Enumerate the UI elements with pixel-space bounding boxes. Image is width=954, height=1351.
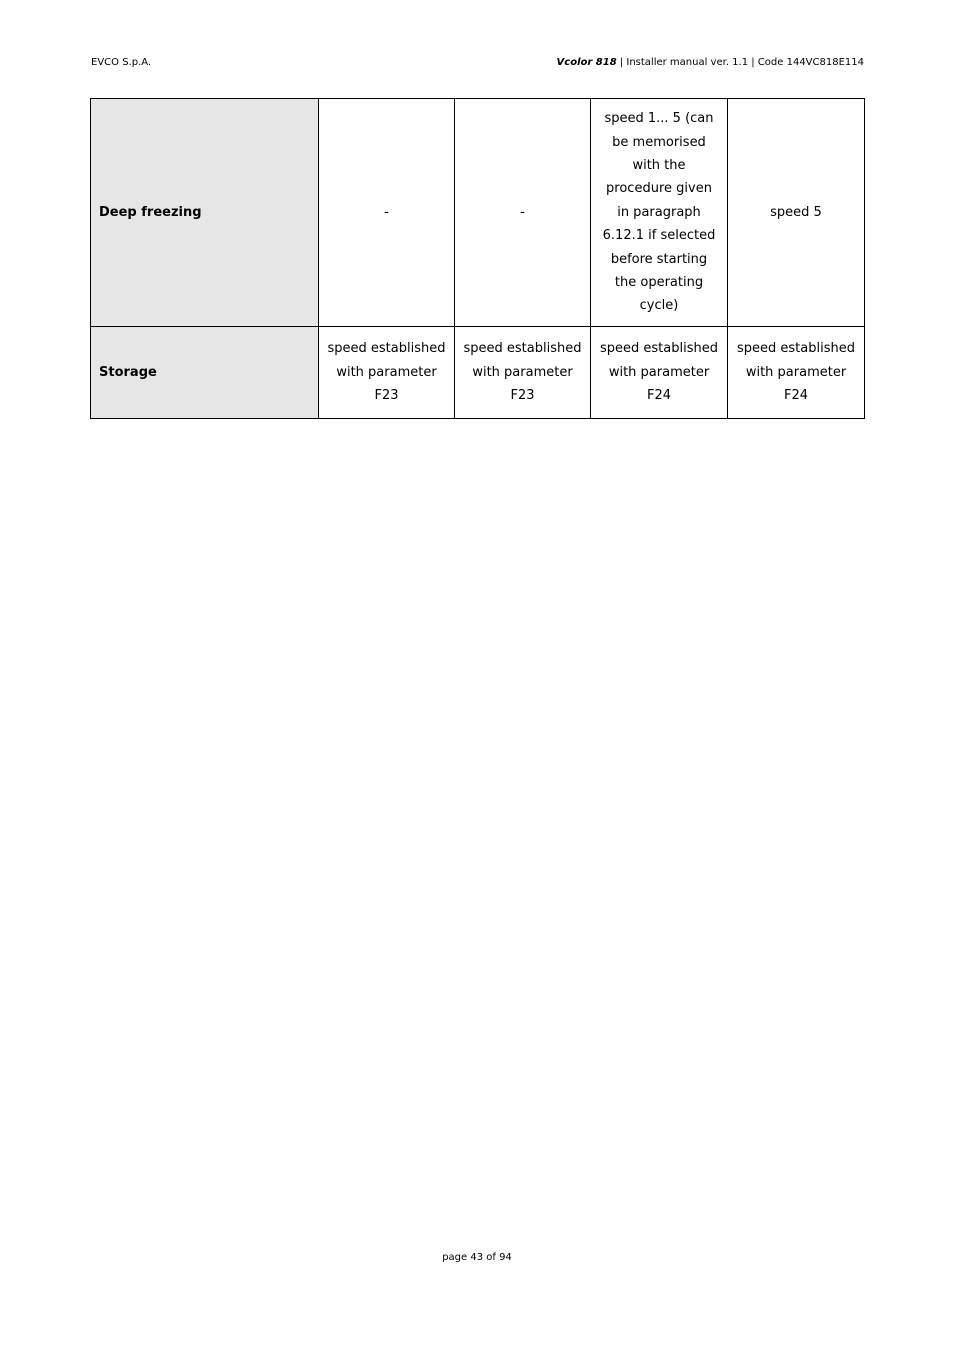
row-label-deep-freezing: Deep freezing	[91, 99, 319, 327]
table-cell: speed 1... 5 (can be memorised with the procedure given in paragraph 6.12.1 if selected before starting the operating cycle)	[591, 99, 728, 327]
row-label-storage: Storage	[91, 327, 319, 419]
table-cell: speed established with parameter F23	[455, 327, 591, 419]
table-cell: speed established with parameter F23	[319, 327, 455, 419]
table-cell: speed established with parameter F24	[591, 327, 728, 419]
table-cell: speed established with parameter F24	[728, 327, 865, 419]
manual-info: | Installer manual ver. 1.1 | Code 144VC818E114	[616, 57, 864, 68]
table-cell: -	[319, 99, 455, 327]
page-number: page 43 of 94	[442, 1252, 512, 1263]
fan-speed-table	[90, 98, 865, 419]
company-name: EVCO S.p.A.	[91, 57, 152, 68]
document-header	[557, 56, 864, 69]
table-row	[91, 99, 865, 327]
table-cell: speed 5	[728, 99, 865, 327]
table-cell: -	[455, 99, 591, 327]
table-row	[91, 327, 865, 419]
product-name: Vcolor 818	[556, 57, 617, 68]
